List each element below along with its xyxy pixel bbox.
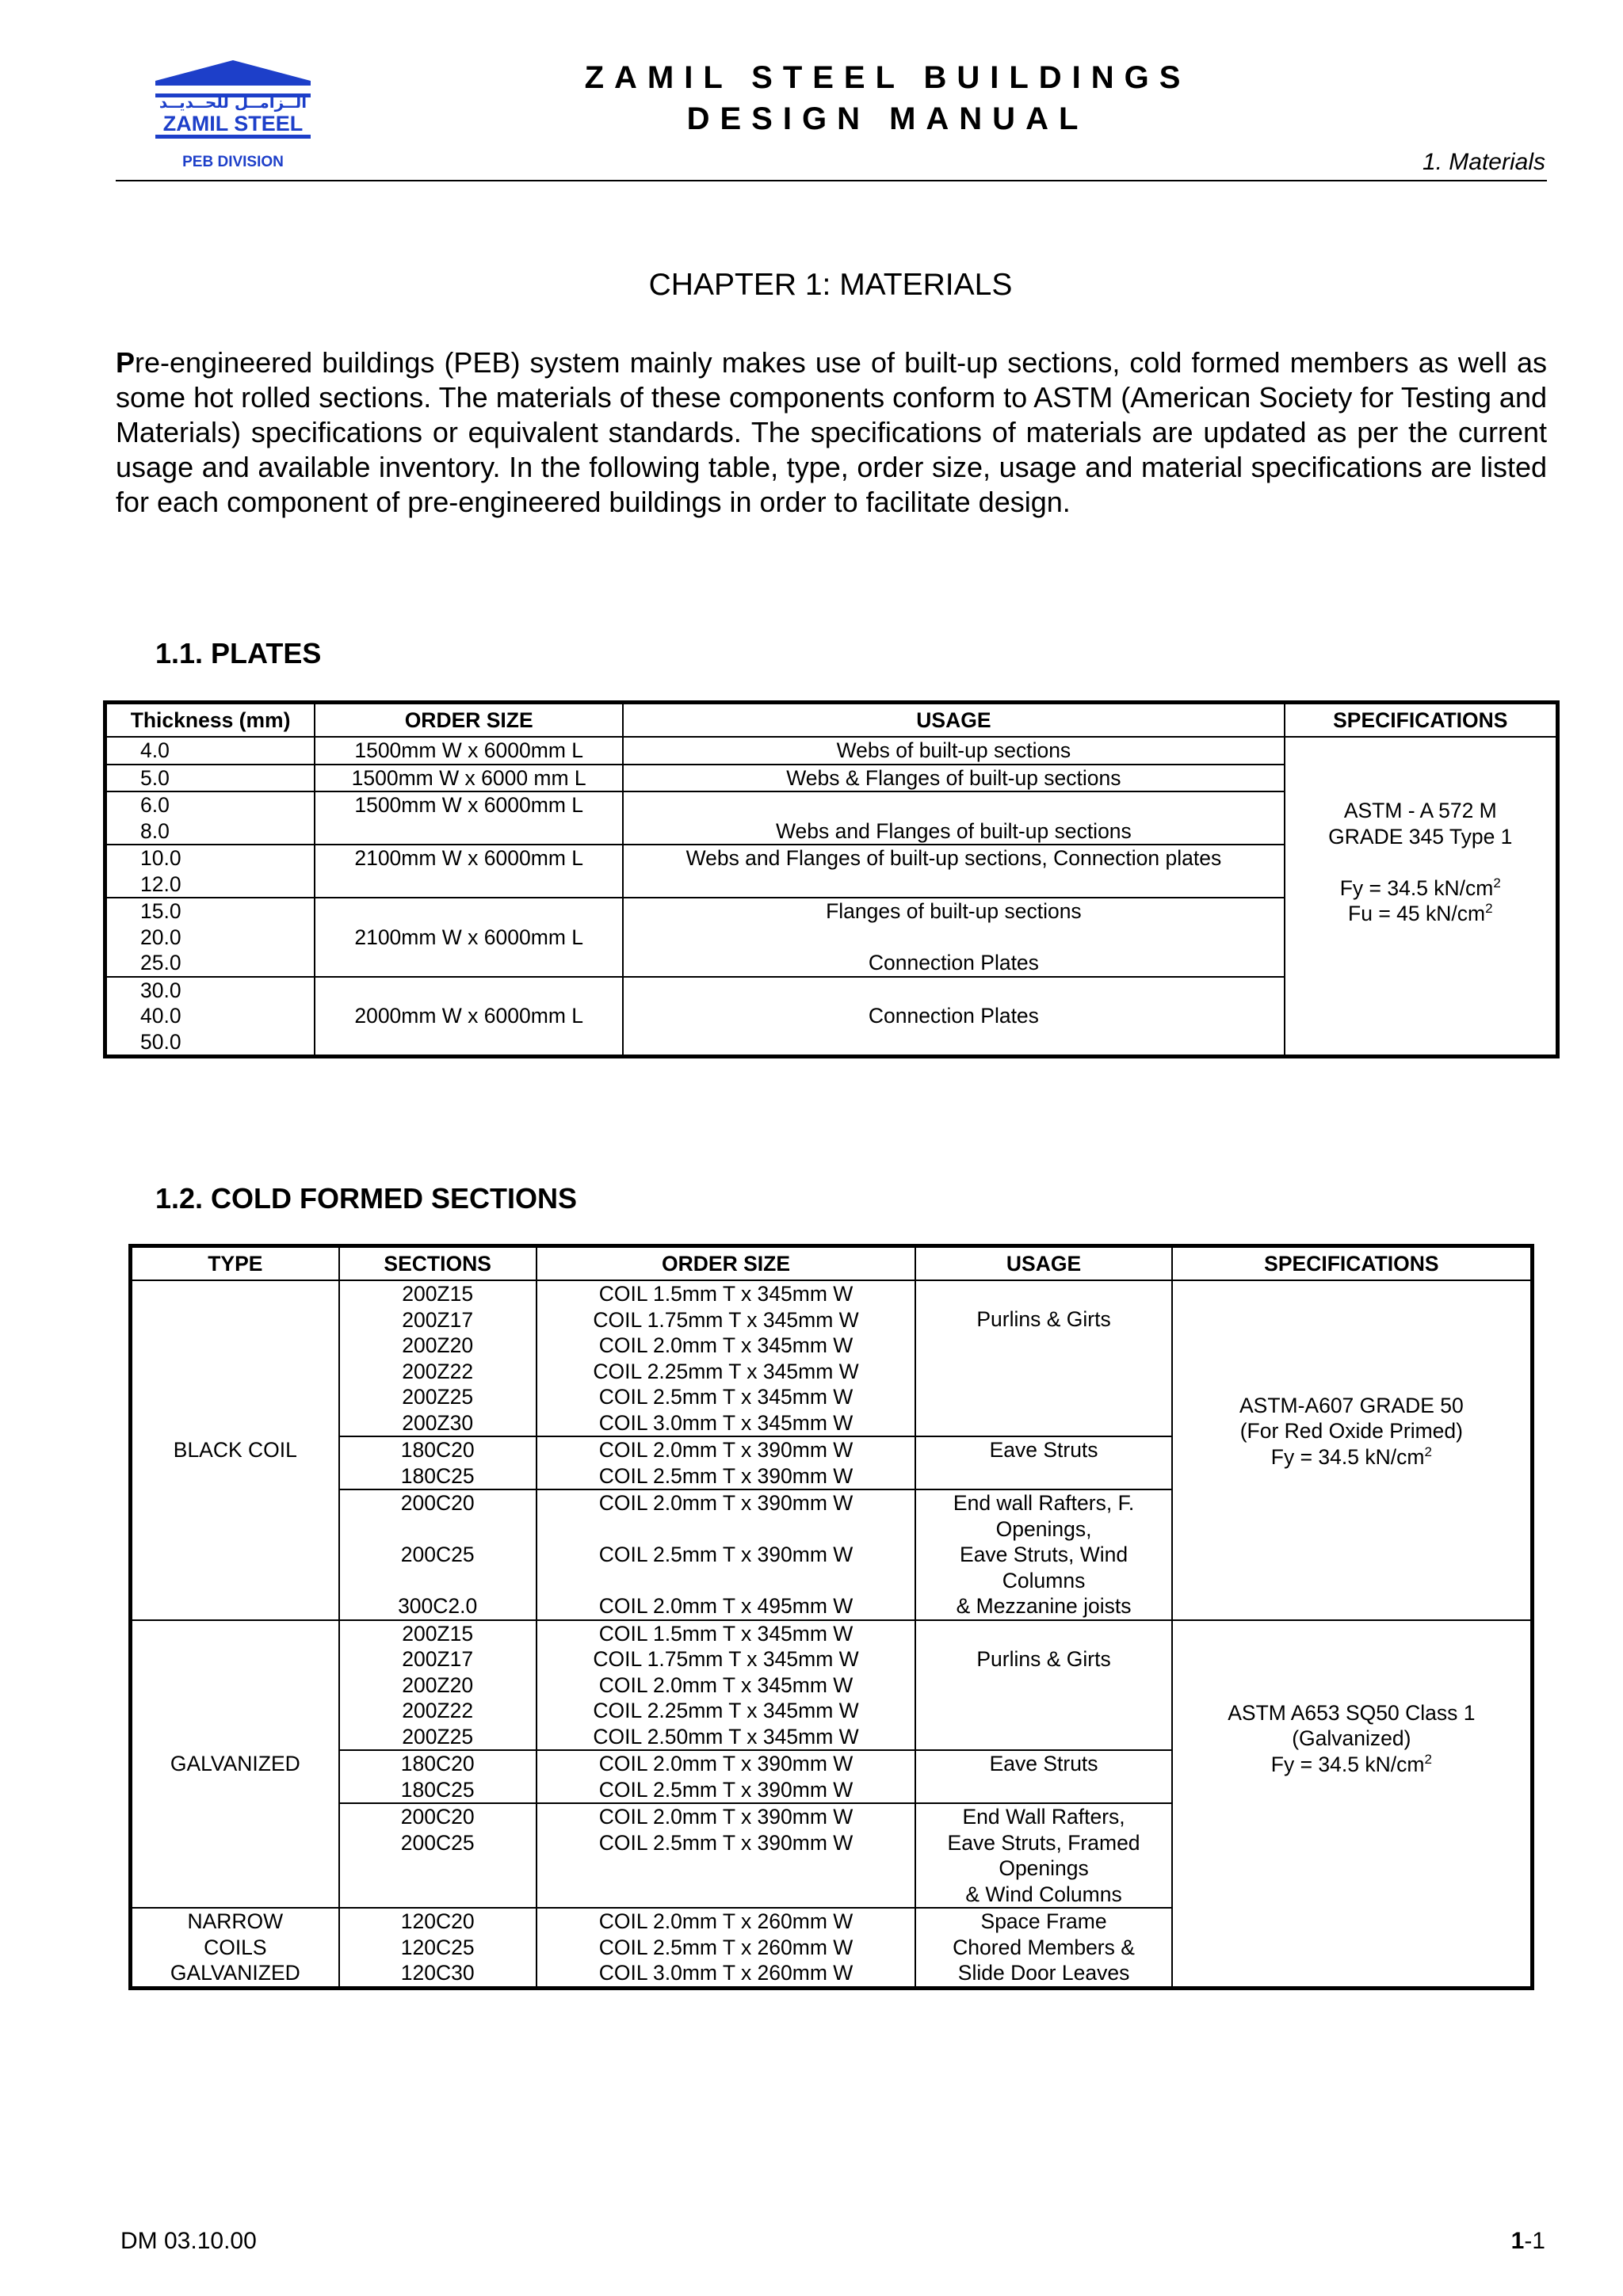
footer-page-number (1511, 2228, 1545, 2255)
spec-exponent: 2 (1424, 1444, 1432, 1459)
usage-value: Webs & Flanges of built-up sections (786, 765, 1121, 790)
section-value: 200C25 (400, 1543, 475, 1566)
section-value: 200C20 (400, 1805, 475, 1829)
usage-cell (623, 845, 1284, 898)
order-size-cell (537, 1280, 916, 1436)
usage-value: Connection Plates (868, 951, 1039, 974)
thickness-cell (105, 765, 315, 792)
thickness-value: 20.0 (140, 925, 181, 949)
usage-cell (623, 765, 1284, 792)
order-size-value: COIL 3.0mm T x 345mm W (598, 1410, 854, 1435)
plates-section-title: 1.1. PLATES (155, 637, 322, 669)
page-number-rest: -1 (1524, 2228, 1545, 2254)
sections-cell (339, 1803, 537, 1908)
spec-cell (1172, 1620, 1533, 1989)
usage-cell (623, 977, 1284, 1057)
usage-value: End Wall Rafters, (962, 1805, 1125, 1829)
order-size-cell (315, 977, 623, 1057)
section-value: 180C20 (400, 1752, 475, 1775)
plates-spec-cell (1285, 737, 1558, 1057)
section-value: 200C20 (400, 1491, 475, 1515)
order-size-value: COIL 2.50mm T x 345mm W (593, 1724, 859, 1749)
column-header-thickness: Thickness (mm) (105, 703, 315, 738)
sections-cell (339, 1620, 537, 1751)
thickness-cell (105, 977, 315, 1057)
spec-line: ASTM A653 SQ50 Class 1 (1228, 1700, 1476, 1725)
thickness-value: 12.0 (140, 871, 181, 896)
thickness-cell (105, 791, 315, 845)
spec-fy-text: Fy = 34.5 kN/cm (1270, 1752, 1425, 1776)
order-size-value: COIL 2.5mm T x 260mm W (598, 1935, 854, 1959)
chapter-title: CHAPTER 1: MATERIALS (648, 268, 1013, 302)
page-chapter-number: 1 (1510, 2228, 1525, 2254)
type-value: BLACK COIL (173, 1438, 297, 1462)
order-size-cell (315, 765, 623, 792)
section-value: 120C30 (400, 1961, 475, 1985)
sections-cell (339, 1436, 537, 1489)
thickness-cell (105, 898, 315, 977)
spec-line: ASTM - A 572 M (1343, 799, 1497, 822)
logo-arabic-text: الــزامــل للحــديــد (158, 93, 307, 112)
order-size-value: COIL 1.75mm T x 345mm W (593, 1647, 859, 1671)
thickness-value: 4.0 (140, 738, 170, 762)
logo-division-text: PEB DIVISION (182, 154, 284, 170)
order-size-value: COIL 2.5mm T x 345mm W (598, 1385, 854, 1409)
sections-cell (339, 1489, 537, 1620)
header-title-line2: DESIGN MANUAL (686, 101, 1089, 136)
usage-cell (623, 898, 1284, 977)
section-value: 300C2.0 (398, 1594, 478, 1618)
thickness-value: 50.0 (140, 1029, 181, 1054)
column-header-order-size: ORDER SIZE (537, 1246, 916, 1281)
usage-value: Webs and Flanges of built-up sections (776, 818, 1132, 843)
type-value: GALVANIZED (170, 1752, 300, 1775)
order-size-cell (537, 1750, 916, 1803)
usage-value: Webs of built-up sections (836, 738, 1071, 762)
section-value: 120C25 (400, 1935, 475, 1959)
usage-value: Eave Struts (989, 1438, 1098, 1462)
order-size-value: 2100mm W x 6000mm L (354, 846, 583, 870)
column-header-sections: SECTIONS (339, 1246, 537, 1281)
intro-first-letter: P (116, 346, 136, 379)
section-value: 200Z17 (402, 1307, 474, 1332)
section-value: 180C20 (400, 1438, 475, 1462)
spec-line: (For Red Oxide Primed) (1239, 1419, 1463, 1443)
zamil-steel-logo (139, 57, 327, 176)
order-size-value: COIL 1.75mm T x 345mm W (593, 1307, 859, 1332)
order-size-cell (315, 737, 623, 765)
usage-cell (915, 1750, 1171, 1803)
usage-cell (915, 1436, 1171, 1489)
section-value: 200Z15 (402, 1282, 474, 1306)
column-header-specifications: SPECIFICATIONS (1172, 1246, 1533, 1281)
order-size-value: COIL 2.0mm T x 390mm W (598, 1438, 854, 1462)
spec-fy-text: Fy = 34.5 kN/cm (1270, 1444, 1425, 1469)
usage-cell (915, 1620, 1171, 1751)
spec-cell (1172, 1280, 1533, 1620)
thickness-value: 6.0 (140, 793, 170, 817)
order-size-cell (315, 898, 623, 977)
spec-fy (1176, 1444, 1527, 1470)
usage-value: Eave Struts, Wind (960, 1543, 1128, 1566)
thickness-value: 8.0 (140, 818, 170, 843)
usage-value: Purlins & Girts (976, 1307, 1111, 1331)
usage-value: & Mezzanine joists (956, 1594, 1132, 1618)
table-row (131, 1280, 1533, 1436)
type-cell (131, 1620, 339, 1909)
spec-fy (1289, 875, 1552, 902)
table-header-row (105, 703, 1558, 738)
sections-cell (339, 1280, 537, 1436)
type-cell (131, 1908, 339, 1988)
intro-paragraph (116, 345, 1547, 520)
usage-cell (915, 1908, 1171, 1988)
order-size-value: COIL 2.5mm T x 390mm W (598, 1463, 854, 1488)
section-value: 180C25 (400, 1463, 475, 1488)
spec-line: (Galvanized) (1292, 1726, 1411, 1750)
usage-value: Eave Struts (989, 1752, 1098, 1775)
usage-value: Eave Struts, Framed (947, 1830, 1140, 1855)
order-size-value: 1500mm W x 6000 mm L (351, 765, 586, 790)
order-size-value: COIL 2.25mm T x 345mm W (593, 1699, 859, 1722)
order-size-cell (537, 1803, 916, 1908)
order-size-value: COIL 2.0mm T x 345mm W (598, 1672, 854, 1697)
usage-value: Flanges of built-up sections (826, 899, 1082, 923)
thickness-value: 25.0 (140, 951, 181, 974)
section-value: 200Z20 (402, 1672, 474, 1697)
order-size-cell (537, 1620, 916, 1751)
section-value: 200Z25 (402, 1385, 474, 1409)
section-value: 180C25 (400, 1777, 475, 1802)
usage-value: Chored Members & (953, 1935, 1135, 1959)
order-size-value: COIL 2.0mm T x 345mm W (598, 1333, 854, 1357)
table-header-row (131, 1246, 1533, 1281)
order-size-value: COIL 2.5mm T x 390mm W (598, 1543, 854, 1566)
table-row (131, 1620, 1533, 1751)
spec-fu-text: Fu = 45 kN/cm (1348, 902, 1486, 925)
usage-value: & Wind Columns (965, 1882, 1122, 1906)
order-size-value: COIL 1.5mm T x 345mm W (598, 1282, 854, 1306)
usage-value: Webs and Flanges of built-up sections, Connection plates (685, 846, 1222, 870)
usage-value: Openings (999, 1856, 1089, 1880)
column-header-specifications: SPECIFICATIONS (1285, 703, 1558, 738)
order-size-value: COIL 3.0mm T x 260mm W (598, 1961, 854, 1985)
spec-fu (1289, 901, 1552, 927)
thickness-value: 10.0 (140, 846, 181, 870)
thickness-value: 15.0 (140, 899, 181, 923)
column-header-usage: USAGE (915, 1246, 1171, 1281)
section-value: 200Z22 (402, 1699, 474, 1722)
type-value: COILS (204, 1935, 267, 1959)
thickness-value: 5.0 (140, 765, 170, 790)
type-cell (131, 1280, 339, 1620)
order-size-cell (537, 1436, 916, 1489)
thickness-cell (105, 845, 315, 898)
order-size-value: 2100mm W x 6000mm L (354, 925, 583, 949)
section-value: 200Z22 (402, 1359, 474, 1383)
spec-exponent: 2 (1485, 901, 1493, 917)
spec-fy (1176, 1752, 1527, 1778)
order-size-value: COIL 2.25mm T x 345mm W (593, 1359, 859, 1383)
order-size-value: COIL 2.0mm T x 390mm W (598, 1805, 854, 1829)
table-row (105, 737, 1558, 765)
usage-cell (915, 1489, 1171, 1620)
spec-exponent: 2 (1493, 875, 1501, 891)
usage-value: Slide Door Leaves (957, 1961, 1130, 1985)
order-size-value: 1500mm W x 6000mm L (354, 738, 583, 762)
section-value: 200Z17 (402, 1647, 474, 1671)
spec-line: GRADE 345 Type 1 (1328, 824, 1513, 849)
order-size-value: COIL 2.0mm T x 390mm W (598, 1491, 854, 1515)
sections-cell (339, 1908, 537, 1988)
usage-value: End wall Rafters, F. (953, 1491, 1135, 1515)
sections-cell (339, 1750, 537, 1803)
order-size-value: COIL 2.5mm T x 390mm W (598, 1777, 854, 1802)
order-size-value: COIL 2.5mm T x 390mm W (598, 1830, 854, 1855)
column-header-order-size: ORDER SIZE (315, 703, 623, 738)
thickness-value: 40.0 (140, 1004, 181, 1028)
intro-text: re-engineered buildings (PEB) system mainly makes use of built-up sections, cold formed members as well as some hot rolled sections. The materials of these components conform to ASTM (American Society for Testing and Materials) specifications or equivalent standards. The specifications of materials are updated as per the current usage and available inventory. In the following table, type, order size, usage and material specifications are listed for each component of pre-engineered buildings in order to facilitate design. (116, 346, 1547, 518)
section-value: 200Z20 (402, 1333, 474, 1357)
order-size-value: COIL 2.0mm T x 260mm W (598, 1909, 854, 1933)
cold-formed-table (128, 1244, 1534, 1990)
cold-formed-section-title: 1.2. COLD FORMED SECTIONS (155, 1182, 578, 1215)
column-header-usage: USAGE (623, 703, 1284, 738)
section-value: 120C20 (400, 1909, 475, 1933)
header-section-label: 1. Materials (1422, 149, 1545, 175)
usage-cell (915, 1803, 1171, 1908)
usage-cell (915, 1280, 1171, 1436)
order-size-value: COIL 2.0mm T x 495mm W (598, 1594, 854, 1618)
order-size-cell (315, 791, 623, 845)
logo-graphic (139, 57, 327, 176)
spec-line: ASTM-A607 GRADE 50 (1239, 1393, 1464, 1417)
order-size-value: COIL 1.5mm T x 345mm W (598, 1621, 854, 1646)
type-value: GALVANIZED (170, 1961, 300, 1985)
column-header-type: TYPE (131, 1246, 339, 1281)
type-value: NARROW (187, 1909, 284, 1933)
usage-cell (623, 737, 1284, 765)
header-title-line1: ZAMIL STEEL BUILDINGS (584, 60, 1191, 95)
thickness-value: 30.0 (140, 978, 181, 1002)
usage-cell (623, 791, 1284, 845)
usage-value: Openings, (995, 1516, 1092, 1541)
section-value: 200Z25 (402, 1724, 474, 1749)
section-value: 200C25 (400, 1830, 475, 1855)
footer-doc-code: DM 03.10.00 (120, 2228, 257, 2254)
header-divider (116, 180, 1547, 181)
spec-fy-text: Fy = 34.5 kN/cm (1339, 875, 1494, 900)
order-size-cell (315, 845, 623, 898)
plates-table (103, 700, 1560, 1058)
logo-name-text: ZAMIL STEEL (162, 112, 304, 135)
section-value: 200Z30 (402, 1410, 474, 1435)
usage-value: Columns (1002, 1568, 1086, 1592)
order-size-value: 1500mm W x 6000mm L (354, 793, 583, 817)
order-size-value: COIL 2.0mm T x 390mm W (598, 1752, 854, 1775)
order-size-cell (537, 1489, 916, 1620)
usage-value: Purlins & Girts (976, 1646, 1111, 1671)
usage-value: Space Frame (980, 1909, 1107, 1933)
order-size-value: 2000mm W x 6000mm L (354, 1004, 583, 1028)
usage-value: Connection Plates (868, 1004, 1039, 1028)
spec-exponent: 2 (1424, 1751, 1432, 1767)
order-size-cell (537, 1908, 916, 1988)
thickness-cell (105, 737, 315, 765)
section-value: 200Z15 (402, 1621, 474, 1646)
